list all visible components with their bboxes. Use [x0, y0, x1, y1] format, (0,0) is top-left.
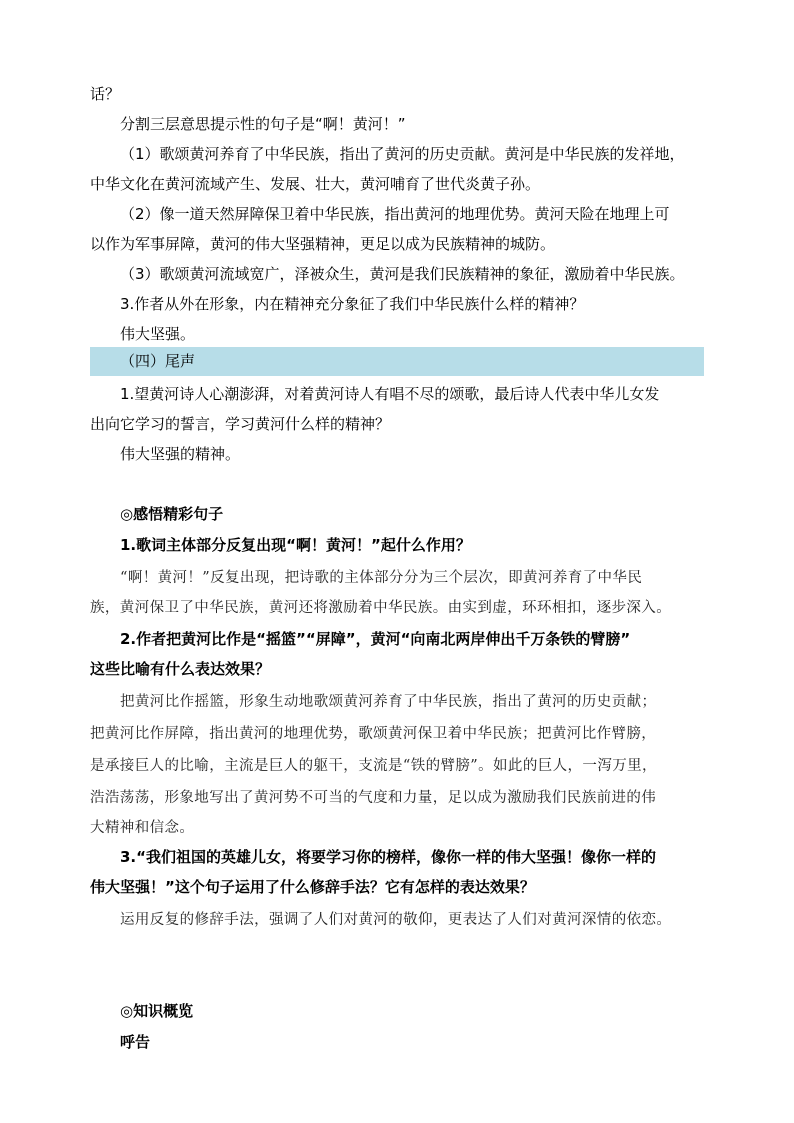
text-line: （3）歌颂黄河流域宽广，泽被众生，黄河是我们民族精神的象征，激励着中华民族。: [120, 265, 685, 283]
subheading: 呼告: [120, 1033, 151, 1051]
text-line: （1）歌颂黄河养育了中华民族，指出了黄河的历史贡献。黄河是中华民族的发祥地，: [120, 145, 685, 163]
answer-line: 族，黄河保卫了中华民族，黄河还将激励着中华民族。由实到虚，环环相扣，逐步深入。: [90, 600, 672, 616]
answer-line: 运用反复的修辞手法，强调了人们对黄河的敬仰，更表达了人们对黄河深情的依恋。: [120, 912, 672, 928]
text-line: 话？: [90, 85, 121, 103]
text-line: （2）像一道天然屏障保卫着中华民族，指出黄河的地理优势。黄河天险在地理上可: [120, 205, 670, 223]
section-heading: ◎知识概览: [120, 1002, 194, 1020]
answer-line: 把黄河比作摇篮，形象生动地歌颂黄河养育了中华民族，指出了黄河的历史贡献；: [120, 694, 657, 710]
question-line: 1.歌词主体部分反复出现“啊！黄河！”起什么作用？: [120, 536, 471, 554]
answer-line: “啊！黄河！”反复出现，把诗歌的主体部分分为三个层次，即黄河养育了中华民: [120, 570, 643, 586]
answer-line: 大精神和信念。: [90, 820, 195, 836]
question-line: 3.作者从外在形象，内在精神充分象征了我们中华民族什么样的精神？: [120, 295, 585, 313]
question-line: 3.“我们祖国的英雄儿女，将要学习你的榜样，像你一样的伟大坚强！像你一样的: [120, 848, 656, 866]
text-line: 分割三层意思提示性的句子是“啊！黄河！”: [120, 115, 406, 133]
text-line: 以作为军事屏障，黄河的伟大坚强精神，更足以成为民族精神的城防。: [90, 235, 556, 253]
answer-line: 把黄河比作屏障，指出黄河的地理优势，歌颂黄河保卫着中华民族；把黄河比作臂膀，: [90, 726, 657, 742]
question-line: 1.望黄河诗人心潮澎湃，对着黄河诗人有唱不尽的颂歌，最后诗人代表中华儿女发: [120, 385, 660, 403]
question-line: 这些比喻有什么表达效果？: [90, 660, 271, 678]
section-heading: ◎感悟精彩句子: [120, 505, 224, 523]
section-heading: （四）尾声: [120, 352, 196, 370]
question-line: 出向它学习的誓言，学习黄河什么样的精神？: [90, 415, 391, 433]
answer-line: 伟大坚强的精神。: [120, 445, 241, 463]
answer-line: 是承接巨人的比喻，主流是巨人的躯干，支流是“铁的臂膀”。如此的巨人，一泻万里，: [90, 758, 657, 774]
answer-line: 伟大坚强。: [120, 325, 196, 343]
question-line: 2.作者把黄河比作是“摇篮”“屏障”，黄河“向南北两岸伸出千万条铁的臂膀”: [120, 630, 631, 648]
text-line: 中华文化在黄河流域产生、发展、壮大，黄河哺育了世代炎黄子孙。: [90, 175, 541, 193]
question-line: 伟大坚强！”这个句子运用了什么修辞手法？它有怎样的表达效果？: [90, 878, 535, 896]
answer-line: 浩浩荡荡，形象地写出了黄河势不可当的气度和力量，足以成为激励我们民族前进的伟: [90, 790, 657, 806]
